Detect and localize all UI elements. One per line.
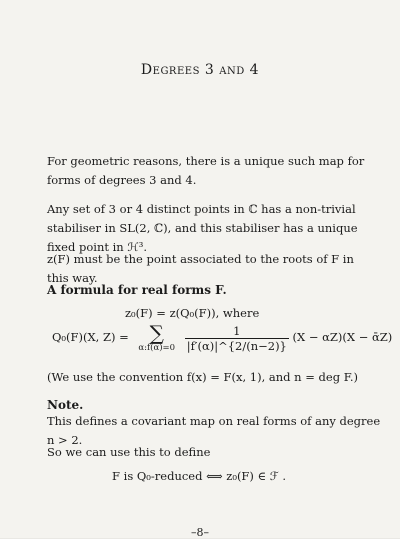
page-number: –8– <box>191 526 209 539</box>
fraction-denominator: |f′(α)|^{2/(n−2)} <box>186 338 287 353</box>
final-equation: F is Q₀-reduced ⟺ z₀(F) ∈ ℱ . <box>112 469 287 483</box>
equation-q0-rhs: (X − αZ)(X − ᾱZ) <box>292 330 393 344</box>
note-text: This defines a covariant map on real forms of any degree n > 2. <box>47 414 381 447</box>
page-title: Degrees 3 and 4 <box>140 62 260 78</box>
paragraph-stabiliser: Any set of 3 or 4 distinct points in ℂ has a non-trivial stabiliser in SL(2, ℂ), and this stabiliser has a unique fixed point in ℋ³. <box>47 202 358 254</box>
formula-heading: A formula for real forms F. <box>47 283 227 297</box>
equation-q0 <box>52 323 392 353</box>
paragraph-roots: z(F) must be the point associated to the roots of F in this way. <box>47 252 354 285</box>
fraction <box>185 324 289 353</box>
sigma-symbol: ∑ <box>149 321 164 345</box>
note-heading: Note. <box>47 398 84 412</box>
so-text: So we can use this to define <box>47 445 211 459</box>
equation-q0-lhs: Q₀(F)(X, Z) = <box>52 330 129 344</box>
fraction-numerator: 1 <box>185 324 289 339</box>
convention-text: (We use the convention f(x) = F(x, 1), and n = deg F.) <box>47 370 359 384</box>
summation <box>138 323 175 353</box>
sum-index: α:f(α)=0 <box>138 343 176 353</box>
equation-z0: z₀(F) = z(Q₀(F)), where <box>125 306 260 320</box>
paragraph-geometric-reasons: For geometric reasons, there is a unique such map for forms of degrees 3 and 4. <box>47 154 365 187</box>
